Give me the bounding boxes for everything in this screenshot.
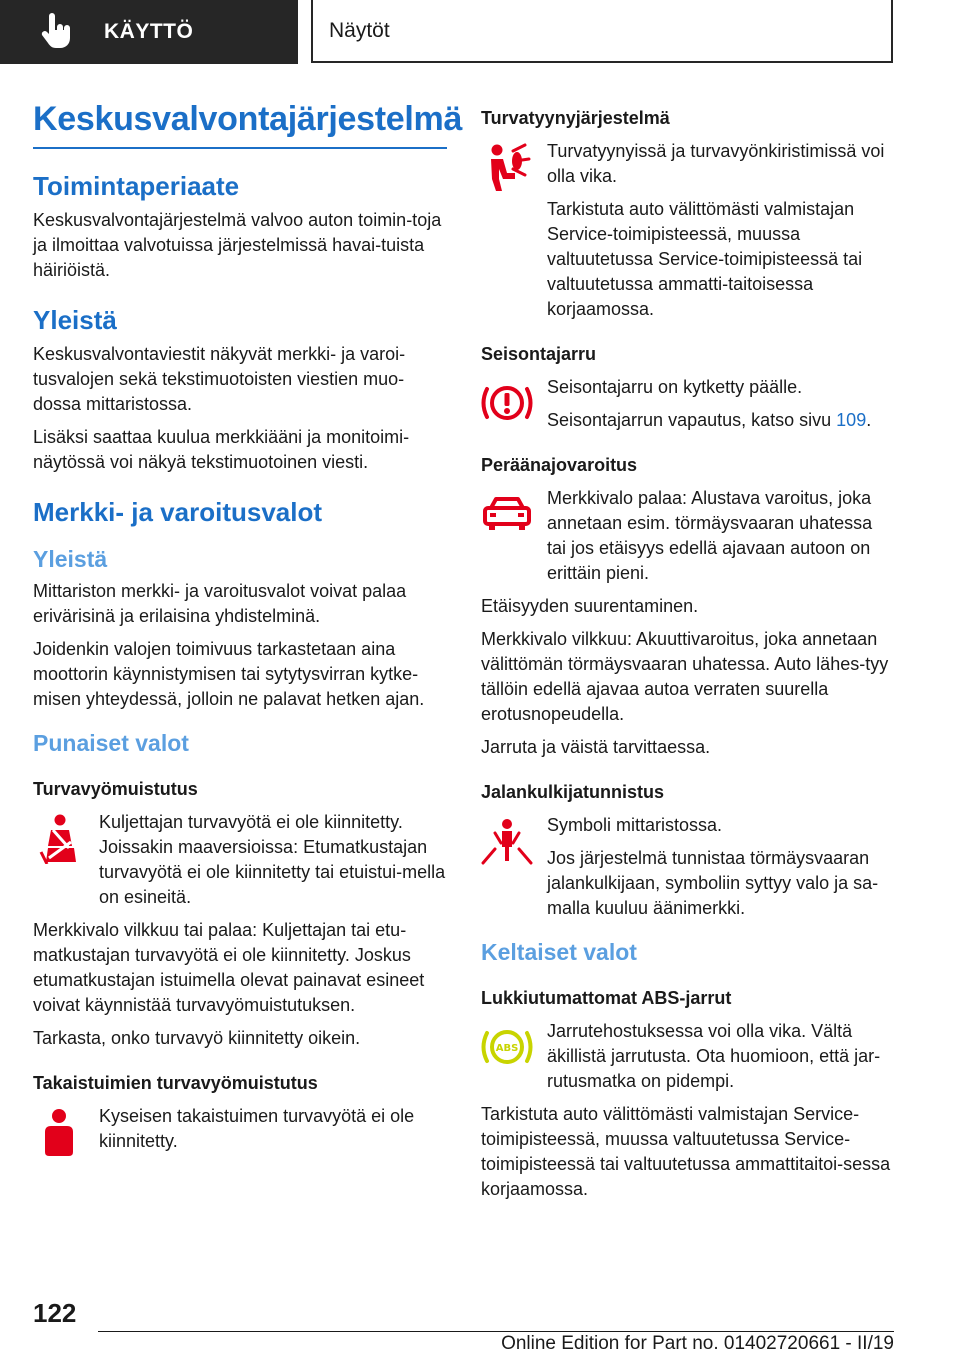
paragraph: Lisäksi saattaa kuulua merkkiääni ja monitoimi-näytössä voi näkyä tekstimuotoinen viesti. bbox=[33, 427, 410, 472]
airbag-block bbox=[481, 139, 896, 322]
heading-takaistuimien-turvavyomuistutus: Takaistuimien turvavyömuistutus bbox=[33, 1073, 318, 1093]
paragraph: Kyseisen takaistuimen turvavyötä ei ole kiinnitetty. bbox=[99, 1106, 415, 1151]
paragraph: Tarkasta, onko turvavyö kiinnitetty oikein. bbox=[33, 1028, 361, 1048]
section-label: Näytöt bbox=[329, 18, 390, 42]
rear-seat-block bbox=[33, 1104, 447, 1154]
paragraph: Jos järjestelmä tunnistaa törmäysvaaran jalankulkijaan, symboliin syttyy valo ja sa-malla kuuluu äänimerkki. bbox=[547, 848, 879, 918]
page-number: 122 bbox=[33, 1298, 77, 1328]
paragraph: Kuljettajan turvavyötä ei ole kiinnitetty. Joissakin maaversioissa: Etumatkustajan turvavyötä ei ole kiinnitetty tai etuistui-mella on esineitä. bbox=[99, 812, 446, 907]
heading-seisontajarru: Seisontajarru bbox=[481, 344, 597, 364]
left-column bbox=[33, 100, 463, 1162]
paragraph: Tarkistuta auto välittömästi valmistajan Service-toimipisteessä, muussa valtuutetussa Service-toimipisteessä tai valtuutetussa ammatti-taitoisessa korjaamossa. bbox=[547, 199, 863, 319]
heading-keltaiset-valot: Keltaiset valot bbox=[481, 939, 637, 965]
pedestrian-block bbox=[481, 813, 896, 921]
heading-merkki-varoitusvalot: Merkki- ja varoitusvalot bbox=[33, 497, 322, 527]
text: Seisontajarrun vapautus, katso sivu bbox=[547, 410, 837, 430]
paragraph: Seisontajarru on kytketty päälle. bbox=[547, 377, 803, 397]
subheading-yleista: Yleistä bbox=[33, 546, 108, 572]
heading-turvatyynyjarjestelma: Turvatyynyjärjestelmä bbox=[481, 108, 670, 128]
seatbelt-warning-icon bbox=[33, 812, 85, 864]
paragraph: Mittariston merkki- ja varoitusvalot voivat palaa erivärisinä ja erilaisina yhdistelminä. bbox=[33, 581, 407, 626]
heading-punaiset-valot: Punaiset valot bbox=[33, 730, 189, 756]
edition-label: Online Edition for Part no. 01402720661 - II/19 bbox=[501, 1333, 894, 1354]
paragraph: Turvatyynyissä ja turvavyönkiristimissä voi olla vika. bbox=[547, 141, 885, 186]
hand-pointer-icon bbox=[36, 12, 76, 52]
seatbelt-block bbox=[33, 810, 447, 910]
paragraph: Etäisyyden suurentaminen. bbox=[481, 596, 699, 616]
paragraph: Tarkistuta auto välittömästi valmistajan Service-toimipisteessä, muussa valtuutetussa Service-toimipisteessä tai valtuutetussa ammattitaitoi-sessa korjaamossa. bbox=[481, 1104, 891, 1199]
section-header bbox=[311, 0, 893, 63]
text: . bbox=[866, 410, 872, 430]
heading-jalankulkijatunnistus: Jalankulkijatunnistus bbox=[481, 782, 665, 802]
pedestrian-warning-icon bbox=[481, 815, 533, 867]
paragraph: Keskusvalvontajärjestelmä valvoo auton toimin-toja ja ilmoittaa valvotuissa järjestelmissä havai-tuista häiriöistä. bbox=[33, 210, 442, 280]
paragraph: Merkkivalo vilkkuu tai palaa: Kuljettajan tai etu-matkustajan turvavyötä ei ole kiinnitetty. Joskus etumatkustajan istuimella olevat painavat esineet voivat käynnistää turvavyömuistutuksen. bbox=[33, 920, 425, 1015]
paragraph: Jarruta ja väistä tarvittaessa. bbox=[481, 737, 711, 757]
heading-yleista: Yleistä bbox=[33, 305, 117, 335]
paragraph bbox=[547, 408, 896, 433]
abs-icon-label: ABS bbox=[495, 1043, 519, 1054]
footer-divider bbox=[98, 1331, 894, 1332]
heading-abs-jarrut: Lukkiutumattomat ABS-jarrut bbox=[481, 988, 732, 1008]
collision-warning-block bbox=[481, 486, 896, 586]
page-title: Keskusvalvontajärjestelmä bbox=[33, 100, 447, 149]
abs-warning-icon bbox=[481, 1021, 533, 1073]
paragraph: Merkkivalo palaa: Alustava varoitus, joka annetaan esim. törmäysvaaran uhatessa tai jos etäisyys edellä ajavaan autoon on erittäin pieni. bbox=[547, 488, 873, 583]
right-column bbox=[481, 100, 896, 1210]
page-link[interactable]: 109 bbox=[836, 410, 867, 430]
paragraph: Jarrutehostuksessa voi olla vika. Vältä äkillistä jarrutusta. Ota huomioon, että jar-rutusmatka on pidempi. bbox=[547, 1021, 881, 1091]
heading-peraanajovaroitus: Peräänajovaroitus bbox=[481, 455, 638, 475]
heading-turvavyomuistutus: Turvavyömuistutus bbox=[33, 779, 198, 799]
paragraph: Symboli mittaristossa. bbox=[547, 815, 723, 835]
airbag-warning-icon bbox=[481, 141, 533, 193]
parking-brake-block bbox=[481, 375, 896, 433]
paragraph: Merkkivalo vilkkuu: Akuuttivaroitus, joka annetaan välittömän törmäysvaaran uhatessa. Auto lähes-tyy tällöin edellä ajavaa autoa verraten suurella erotusnopeudella. bbox=[481, 629, 889, 724]
heading-toimintaperiaate: Toimintaperiaate bbox=[33, 171, 240, 201]
paragraph: Joidenkin valojen toimivuus tarkastetaan aina moottorin käynnistymisen tai sytytysvirran kytke-misen yhteydessä, jolloin ne palavat hetken ajan. bbox=[33, 639, 425, 709]
parking-brake-icon bbox=[481, 377, 533, 429]
chapter-tab bbox=[0, 0, 298, 64]
car-collision-icon bbox=[481, 488, 533, 540]
abs-block bbox=[481, 1019, 896, 1094]
rear-seat-occupant-icon bbox=[33, 1106, 85, 1158]
paragraph: Keskusvalvontaviestit näkyvät merkki- ja varoi-tusvalojen sekä tekstimuotoisten viestien muo-dossa mittaristossa. bbox=[33, 344, 406, 414]
chapter-label: KÄYTTÖ bbox=[104, 20, 194, 43]
